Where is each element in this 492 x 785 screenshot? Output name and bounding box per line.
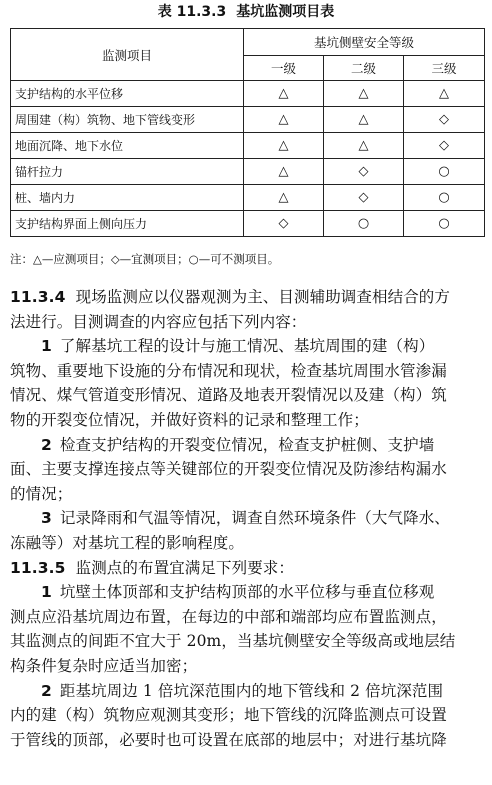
clause-11-3-5-line (10, 556, 484, 581)
grade-3-symbol: ◇ (404, 107, 485, 133)
grade-2-symbol: △ (324, 107, 404, 133)
table-row (11, 185, 485, 211)
table-caption (0, 2, 492, 22)
table-number: 表 11.3.3 (157, 4, 227, 20)
row-item: 支护结构的水平位移 (11, 81, 244, 107)
grade-3-symbol: ○ (404, 211, 485, 237)
grade-3-symbol: ◇ (404, 133, 485, 159)
clause-line (10, 285, 484, 310)
grade-2-symbol: ○ (324, 211, 404, 237)
item-line: 筑物、重要地下设施的分布情况和现状，检查基坑周围水管渗漏 (10, 361, 447, 380)
row-item: 桩、墙内力 (11, 185, 244, 211)
item-line: 其监测点的间距不宜大于 20m，当基坑侧壁安全等级高或地层结 (10, 632, 456, 651)
item-text: 距基坑周边 1 倍坑深范围内的地下管线和 2 倍坑深范围 (59, 681, 444, 700)
clause-text: 监测点的布置宜满足下列要求： (75, 558, 294, 577)
item-line: 内的建（构）筑物应观测其变形；地下管线的沉降监测点可设置 (10, 706, 447, 725)
item-line: 于管线的顶部，必要时也可设置在底部的地层中；对进行基坑降 (10, 730, 447, 749)
table-row (11, 159, 485, 185)
table-row (11, 81, 485, 107)
header-safety-grade: 基坑侧壁安全等级 (244, 29, 485, 56)
item-line: 构条件复杂时应适当加密； (10, 656, 198, 675)
header-monitoring-item: 监测项目 (11, 29, 244, 81)
grade-2-symbol: △ (324, 133, 404, 159)
grade-1-symbol: △ (244, 107, 324, 133)
header-level-1: 一级 (244, 56, 324, 81)
table-note: 注：△—应测项目；◇—宜测项目；○—可不测项目。 (10, 252, 280, 266)
monitoring-items-table (10, 28, 485, 237)
clause-11-3-4 (10, 285, 484, 752)
grade-3-symbol: ○ (404, 159, 485, 185)
grade-2-symbol: ◇ (324, 159, 404, 185)
item-line: 面、主要支撑连接点等关键部位的开裂变位情况及防渗结构漏水 (10, 460, 447, 479)
grade-1-symbol: △ (244, 185, 324, 211)
item-line (10, 580, 484, 605)
table-row (11, 107, 485, 133)
item-line: 的情况； (10, 484, 73, 503)
row-item: 锚杆拉力 (11, 159, 244, 185)
item-text: 记录降雨和气温等情况，调查自然环境条件（大气降水、 (59, 509, 450, 528)
header-level-3: 三级 (404, 56, 485, 81)
item-line (10, 334, 484, 359)
item-line: 测点应沿基坑周边布置，在每边的中部和端部均应布置监测点， (10, 607, 447, 626)
item-number: 3 (41, 509, 52, 528)
item-text: 了解基坑工程的设计与施工情况、基坑周围的建（构） (59, 337, 435, 356)
grade-1-symbol: ◇ (244, 211, 324, 237)
clause-line: 法进行。目测调查的内容应包括下列内容： (10, 312, 307, 331)
grade-2-symbol: ◇ (324, 185, 404, 211)
item-number: 2 (41, 435, 52, 454)
item-number: 2 (41, 681, 52, 700)
grade-1-symbol: △ (244, 133, 324, 159)
row-item: 周围建（构）筑物、地下管线变形 (11, 107, 244, 133)
table-title: 基坑监测项目表 (236, 4, 335, 20)
grade-1-symbol: △ (244, 159, 324, 185)
clause-number: 11.3.5 (10, 558, 66, 577)
item-number: 1 (41, 337, 52, 356)
table-row (11, 133, 485, 159)
clause-number: 11.3.4 (10, 288, 66, 306)
item-number: 1 (41, 583, 52, 602)
item-line (10, 679, 484, 704)
item-line (10, 506, 484, 531)
grade-3-symbol: ○ (404, 185, 485, 211)
grade-2-symbol: △ (324, 81, 404, 107)
item-text: 坑壁土体顶部和支护结构顶部的水平位移与垂直位移观 (59, 583, 435, 602)
row-item: 支护结构界面上侧向压力 (11, 211, 244, 237)
header-level-2: 二级 (324, 56, 404, 81)
item-line (10, 433, 484, 458)
clause-text: 现场监测应以仪器观测为主、目测辅助调查相结合的方 (75, 288, 450, 306)
item-line: 冻融等）对基坑工程的影响程度。 (10, 533, 245, 552)
grade-1-symbol: △ (244, 81, 324, 107)
item-text: 检查支护结构的开裂变位情况，检查支护桩侧、支护墙 (59, 435, 435, 454)
item-line: 物的开裂变位情况，并做好资料的记录和整理工作； (10, 410, 369, 429)
table-row (11, 211, 485, 237)
grade-3-symbol: △ (404, 81, 485, 107)
item-line: 情况、煤气管道变形情况、道路及地表开裂情况以及建（构）筑 (10, 386, 447, 405)
row-item: 地面沉降、地下水位 (11, 133, 244, 159)
